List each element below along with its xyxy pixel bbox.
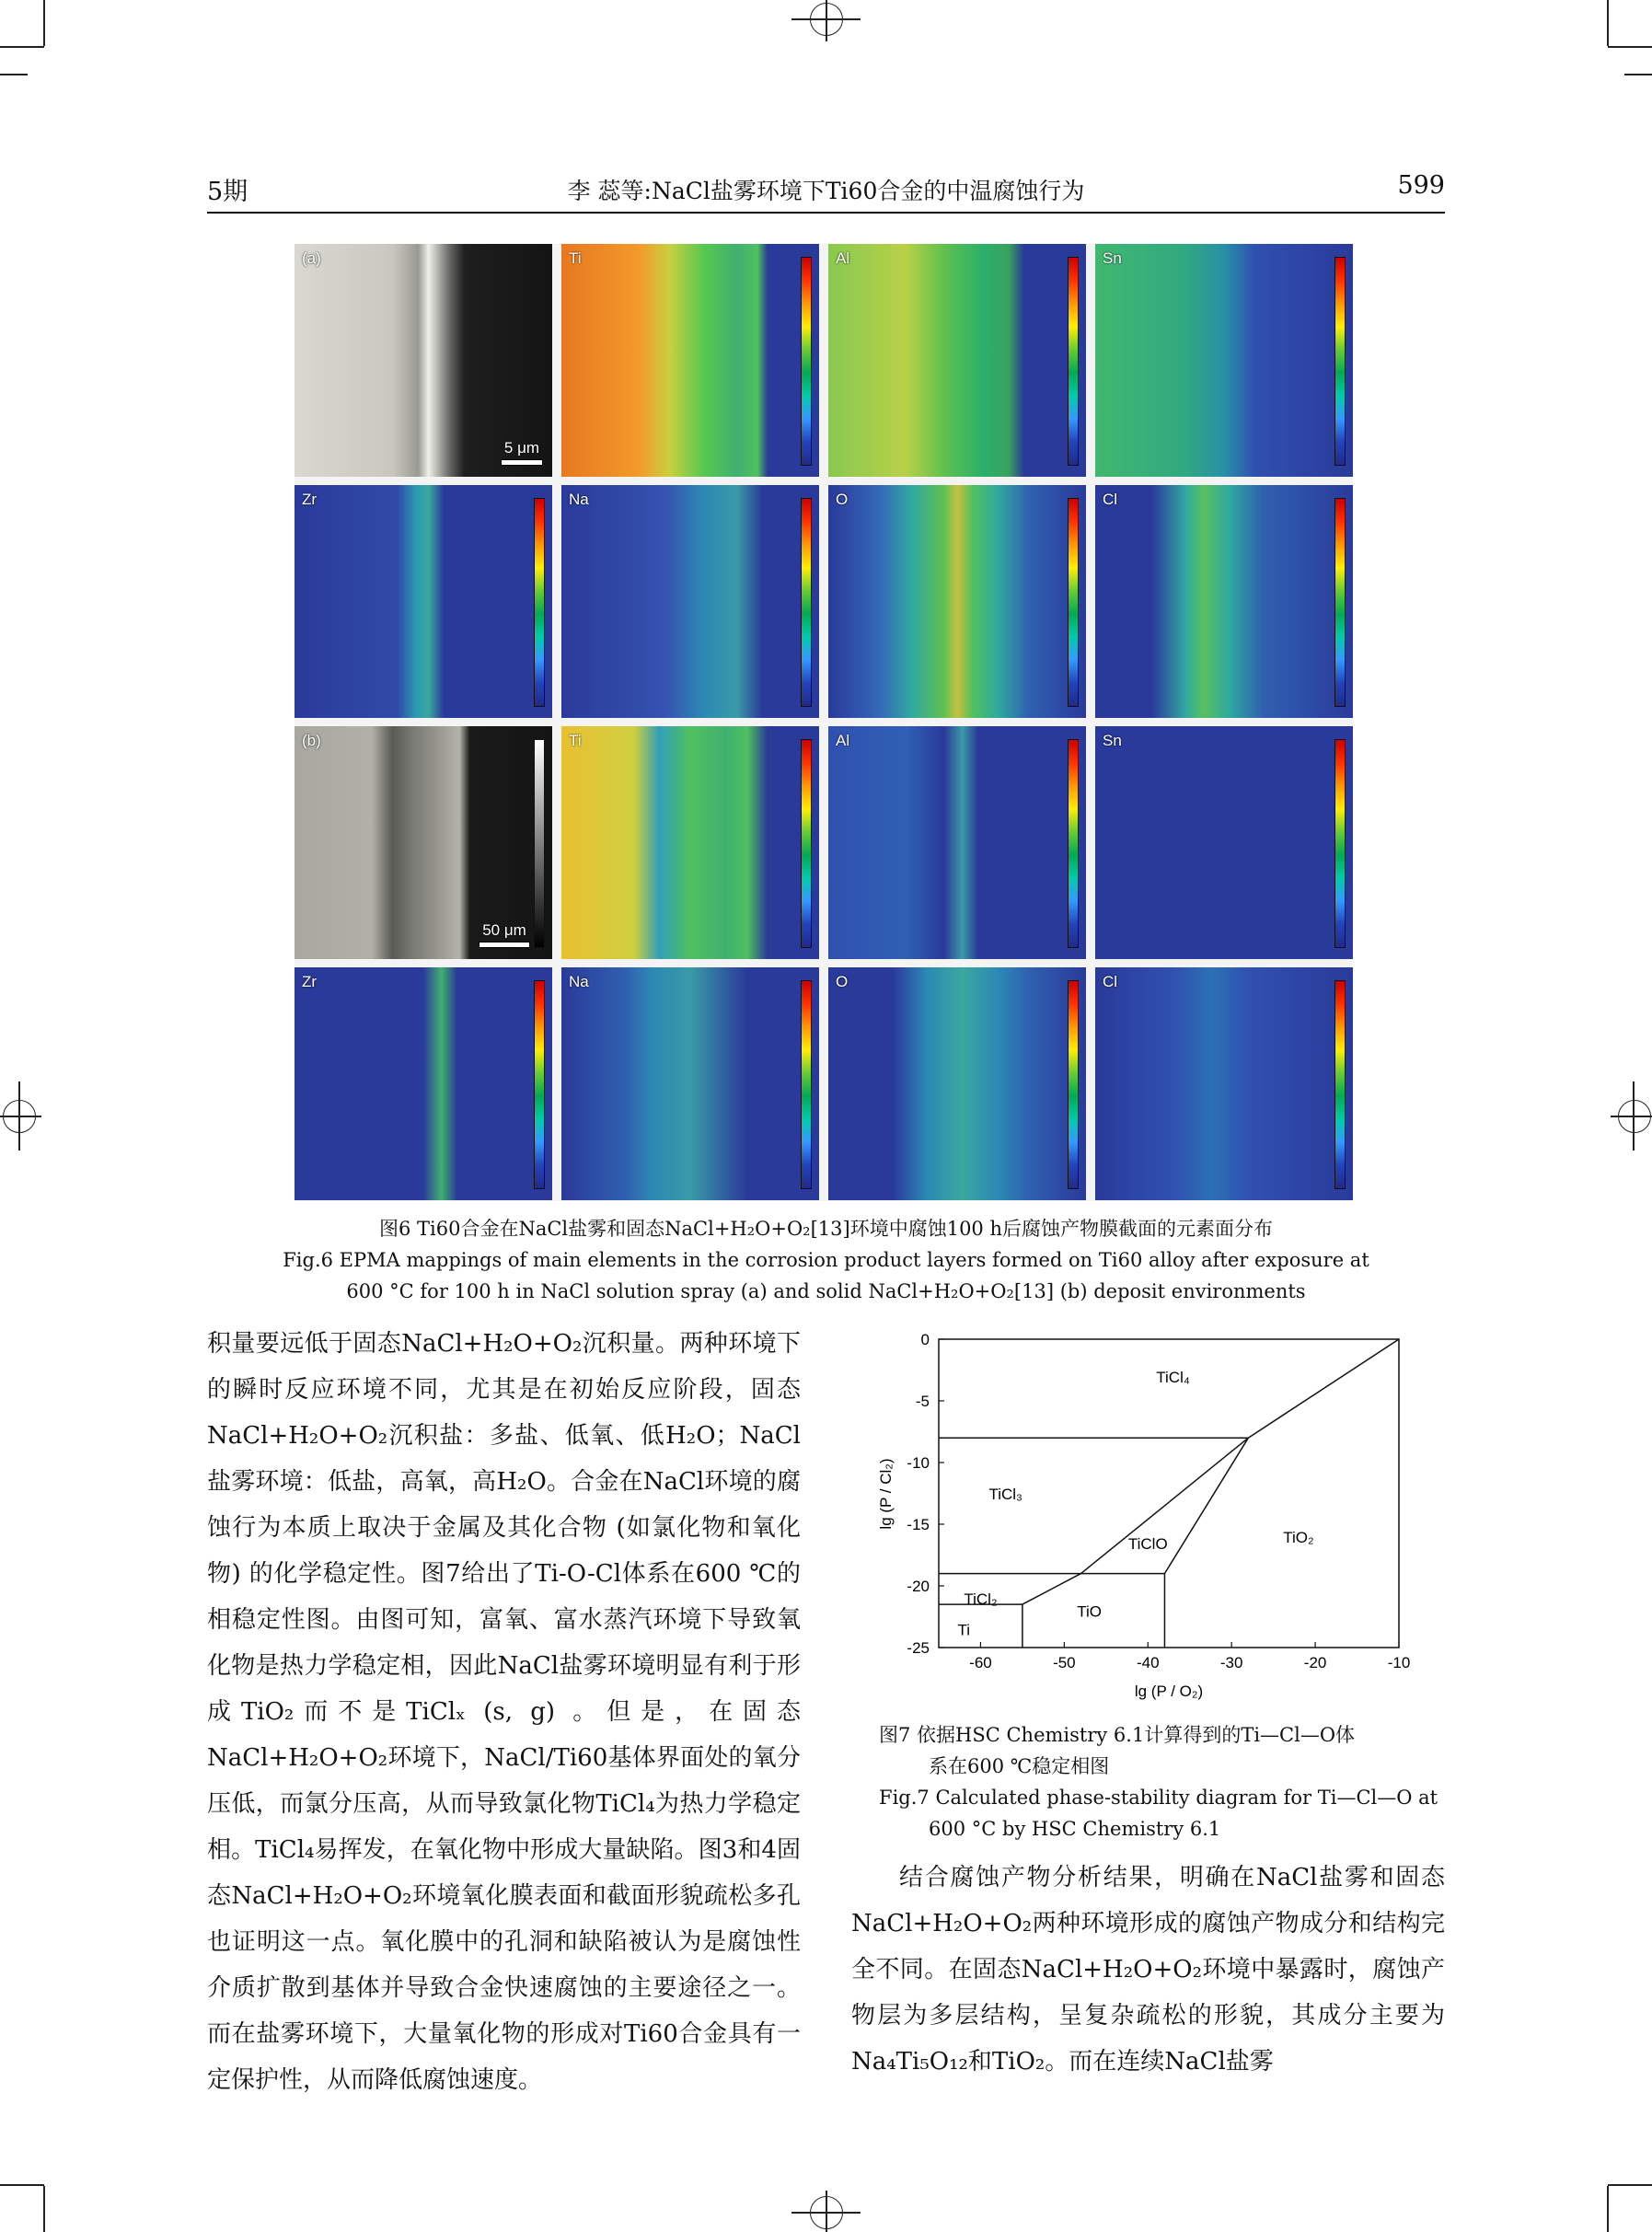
phase-region-label: TiO₂ <box>1283 1529 1314 1547</box>
figure-7-caption-en-line2: 600 °C by HSC Chemistry 6.1 <box>929 1818 1221 1840</box>
phase-region-label: TiClO <box>1127 1534 1168 1553</box>
body-text-left <box>207 1321 801 2103</box>
crop-mark <box>1607 0 1609 46</box>
panel-b-o-map <box>828 967 1086 1200</box>
body-text-right <box>851 1855 1445 2085</box>
y-tick-label: -25 <box>907 1639 930 1657</box>
panel-b-sn-map <box>1095 726 1353 959</box>
figure-7-caption-cn-line2: 系在600 ℃稳定相图 <box>929 1755 1110 1777</box>
panel-b-na-map <box>561 967 819 1200</box>
panel-label: Na <box>569 973 589 990</box>
y-tick-label: -15 <box>907 1516 930 1533</box>
phase-region-label: Ti <box>957 1621 971 1639</box>
x-tick-label: -50 <box>1053 1654 1076 1671</box>
crop-mark <box>0 2184 44 2186</box>
crop-mark <box>0 46 44 48</box>
panel-a-sem <box>295 244 552 477</box>
phase-region-label: TiCl₃ <box>988 1486 1022 1504</box>
figure-6-caption-en-line2: 600 °C for 100 h in NaCl solution spray (a) and solid NaCl+H₂O+O₂[13] (b) deposit environments <box>346 1280 1306 1302</box>
crop-mark <box>1607 2186 1609 2232</box>
scale-bar-label: 5 μm <box>503 439 540 457</box>
panel-label: O <box>836 491 849 508</box>
color-scale-bar <box>801 980 812 1189</box>
crop-mark <box>1624 74 1652 75</box>
figure-6-caption-en-line1: Fig.6 EPMA mappings of main elements in the corrosion product layers formed on Ti60 alloy after exposure at <box>283 1249 1369 1271</box>
figure-7-phase-diagram <box>865 1325 1436 1712</box>
y-tick-label: -5 <box>915 1393 930 1410</box>
panel-b-cl-map <box>1095 967 1353 1200</box>
color-scale-bar <box>534 498 545 707</box>
registration-mark <box>0 1116 41 1117</box>
color-scale-bar <box>1068 498 1079 707</box>
panel-label: O <box>836 973 849 990</box>
panel-label: Zr <box>302 491 318 508</box>
panel-b-sem <box>295 726 552 959</box>
registration-mark <box>1611 1116 1652 1117</box>
panel-a-sn-map <box>1095 244 1353 477</box>
figure-7-caption <box>851 1719 1445 1845</box>
header-rule <box>207 212 1445 214</box>
x-tick-label: -60 <box>969 1654 992 1671</box>
panel-label: (a) <box>302 249 321 267</box>
panel-a-zr-map <box>295 485 552 718</box>
x-axis-label: lg (P / O₂) <box>1134 1683 1204 1700</box>
panel-label: Ti <box>569 249 582 267</box>
color-scale-bar <box>1334 498 1346 707</box>
panel-a-o-map <box>828 485 1086 718</box>
panel-a-na-map <box>561 485 819 718</box>
color-scale-bar <box>1068 980 1079 1189</box>
phase-boundary-line <box>1081 1438 1249 1573</box>
scale-bar <box>479 921 530 948</box>
panel-b-ti-map <box>561 726 819 959</box>
gray-scale-bar <box>534 739 545 948</box>
scale-bar <box>501 439 543 466</box>
panel-label: Sn <box>1103 732 1122 749</box>
crop-mark <box>43 2186 45 2232</box>
x-tick-label: -10 <box>1387 1654 1411 1671</box>
x-tick-labels <box>969 1642 1410 1671</box>
panel-a-al-map <box>828 244 1086 477</box>
panel-label: Al <box>836 732 850 749</box>
phase-region-labels <box>958 1369 1314 1639</box>
y-tick-label: -20 <box>907 1578 930 1595</box>
figure-7-caption-en-line1: Fig.7 Calculated phase-stability diagram for Ti—Cl—O at <box>879 1787 1438 1809</box>
y-axis-label: lg (P / Cl₂) <box>877 1458 895 1530</box>
issue-number: 5期 <box>207 178 248 206</box>
running-header <box>207 164 1445 210</box>
page-number: 599 <box>1397 171 1445 200</box>
phase-boundary-line <box>1248 1339 1399 1438</box>
panel-label: Cl <box>1103 491 1118 508</box>
crop-mark <box>43 0 45 46</box>
color-scale-bar <box>801 739 812 948</box>
panel-label: Cl <box>1103 973 1118 990</box>
panel-label: Na <box>569 491 589 508</box>
panel-b-zr-map <box>295 967 552 1200</box>
color-scale-bar <box>1068 739 1079 948</box>
phase-boundary-line <box>1164 1438 1248 1573</box>
paragraph: 结合腐蚀产物分析结果，明确在NaCl盐雾和固态NaCl+H₂O+O₂两种环境形成的腐蚀产物成分和结构完全不同。在固态NaCl+H₂O+O₂环境中暴露时，腐蚀产物层为多层结构，呈复杂疏松的形貌，其成分主要为Na₄Ti₅O₁₂和TiO₂。而在连续NaCl盐雾 <box>851 1864 1445 2076</box>
panel-label: Al <box>836 249 850 267</box>
panel-a-ti-map <box>561 244 819 477</box>
color-scale-bar <box>534 980 545 1189</box>
panel-label: (b) <box>302 732 321 749</box>
color-scale-bar <box>1334 257 1346 466</box>
registration-mark <box>826 2191 827 2232</box>
color-scale-bar <box>1334 739 1346 948</box>
color-scale-bar <box>1334 980 1346 1189</box>
x-tick-label: -40 <box>1136 1654 1160 1671</box>
y-tick-label: -10 <box>907 1454 930 1472</box>
color-scale-bar <box>1068 257 1079 466</box>
phase-region-label: TiCl₄ <box>1156 1368 1190 1386</box>
running-title: 李 蕊等:NaCl盐雾环境下Ti60合金的中温腐蚀行为 <box>567 178 1085 204</box>
phase-boundary-line <box>1022 1574 1081 1605</box>
x-tick-label: -20 <box>1303 1654 1327 1671</box>
panel-b-al-map <box>828 726 1086 959</box>
panel-label: Sn <box>1103 249 1122 267</box>
phase-region-label: TiCl₂ <box>964 1590 998 1609</box>
x-tick-label: -30 <box>1219 1654 1243 1671</box>
color-scale-bar <box>801 498 812 707</box>
paragraph: 积量要远低于固态NaCl+H₂O+O₂沉积量。两种环境下的瞬时反应环境不同，尤其是在初始反应阶段，固态NaCl+H₂O+O₂沉积盐：多盐、低氧、低H₂O；NaCl盐雾环境：低盐，高氧，高H₂O。合金在NaCl环境的腐蚀行为本质上取决于金属及其化合物 (如氯化物和氧化物) 的化学稳定性。图7给出了Ti-O-Cl体系在600 ℃的相稳定性图。由图可知，富氧、富水蒸汽环境下导致氧化物是热力学稳定相，因此NaCl盐雾环境明显有利于形成TiO₂而不是TiClₓ (s, g) 。但是，在固态NaCl+H₂O+O₂环境下，NaCl/Ti60基体界面处的氧分压低，而氯分压高，从而导致氯化物TiCl₄为热力学稳定相。TiCl₄易挥发，在氧化物中形成大量缺陷。图3和4固态NaCl+H₂O+O₂环境氧化膜表面和截面形貌疏松多孔也证明这一点。氧化膜中的孔洞和缺陷被认为是腐蚀性介质扩散到基体并导致合金快速腐蚀的主要途径之一。而在盐雾环境下，大量氧化物的形成对Ti60合金具有一定保护性，从而降低腐蚀速度。 <box>207 1330 801 2094</box>
registration-mark <box>18 1081 20 1151</box>
figure-7-caption-cn-line1: 图7 依据HSC Chemistry 6.1计算得到的Ti—Cl—O体 <box>879 1724 1356 1746</box>
crop-mark <box>1608 46 1652 48</box>
panel-label: Ti <box>569 732 582 749</box>
scale-bar-label: 50 μm <box>482 921 526 939</box>
panel-a-cl-map <box>1095 485 1353 718</box>
registration-mark <box>1633 1081 1635 1151</box>
crop-mark <box>0 74 28 75</box>
color-scale-bar <box>801 257 812 466</box>
panel-label: Zr <box>302 973 318 990</box>
y-tick-label: 0 <box>920 1331 930 1348</box>
figure-6-caption-cn: 图6 Ti60合金在NaCl盐雾和固态NaCl+H₂O+O₂[13]环境中腐蚀100 h后腐蚀产物膜截面的元素面分布 <box>378 1218 1273 1240</box>
crop-mark <box>1608 2184 1652 2186</box>
registration-mark <box>826 0 827 41</box>
phase-region-label: TiO <box>1077 1602 1103 1621</box>
figure-6-epma-grid <box>295 244 1353 1201</box>
